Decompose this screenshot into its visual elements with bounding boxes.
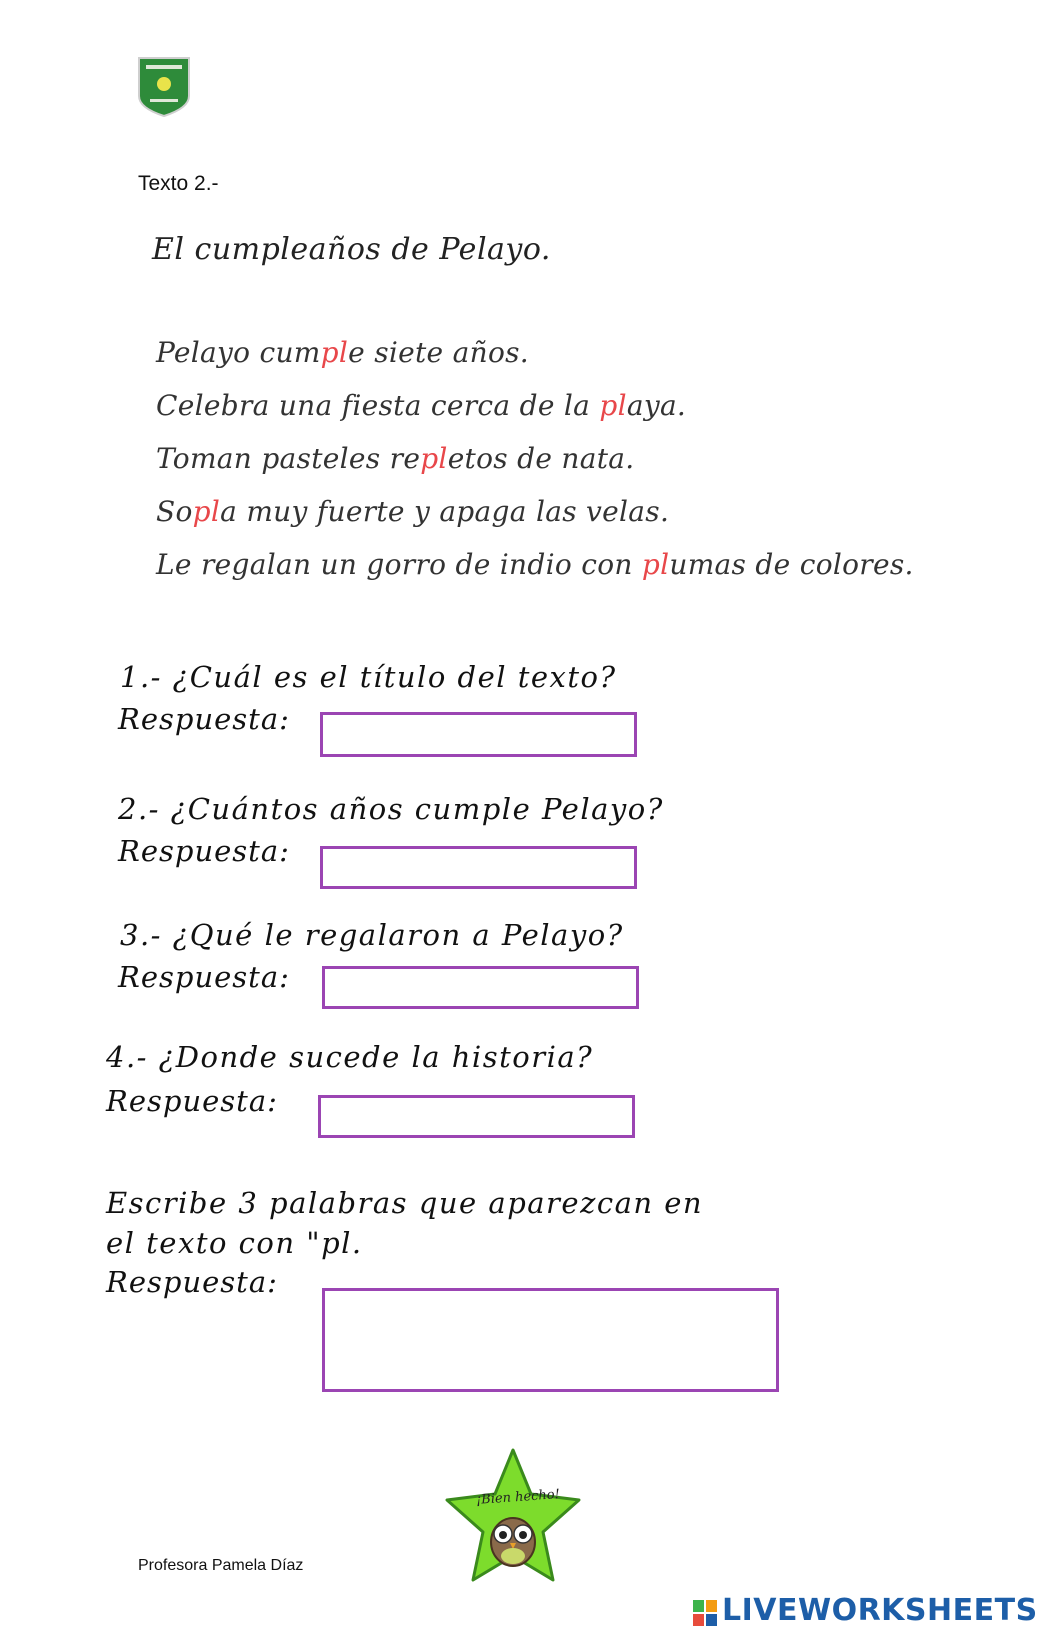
- story-line-1: Pelayo cumple siete años.: [156, 336, 529, 369]
- answer-field-4[interactable]: [318, 1095, 635, 1138]
- answer-field-3[interactable]: [322, 966, 639, 1009]
- question-2: 2.- ¿Cuántos años cumple Pelayo?: [118, 792, 664, 826]
- question-4: 4.- ¿Donde sucede la historia?: [106, 1040, 594, 1074]
- answer-label-4: Respuesta:: [106, 1084, 278, 1118]
- story-line-5: Le regalan un gorro de indio con plumas de colores.: [156, 548, 914, 581]
- teacher-name: Profesora Pamela Díaz: [138, 1557, 304, 1574]
- answer-label-5: Respuesta:: [106, 1265, 278, 1299]
- school-logo-icon: [136, 56, 192, 118]
- question-3: 3.- ¿Qué le regalaron a Pelayo?: [120, 918, 624, 952]
- story-title: El cumpleaños de Pelayo.: [152, 232, 551, 267]
- brand-name[interactable]: LIVEWORKSHEETS: [722, 1593, 1038, 1628]
- answer-field-1[interactable]: [320, 712, 637, 757]
- story-line-2: Celebra una fiesta cerca de la playa.: [156, 389, 687, 422]
- answer-label-2: Respuesta:: [118, 834, 290, 868]
- answer-label-1: Respuesta:: [118, 702, 290, 736]
- liveworksheets-logo-icon: [693, 1600, 717, 1626]
- star-owl-sticker-icon: [443, 1446, 583, 1586]
- story-body: [156, 326, 914, 591]
- text-number-label: Texto 2.-: [138, 172, 219, 195]
- story-line-3: Toman pasteles repletos de nata.: [156, 442, 635, 475]
- question-1: 1.- ¿Cuál es el título del texto?: [120, 660, 617, 694]
- story-line-4: Sopla muy fuerte y apaga las velas.: [156, 495, 670, 528]
- task5-line-2: el texto con "pl.: [106, 1226, 363, 1260]
- sticker-text: ¡Bien hecho!: [475, 1487, 561, 1508]
- task5-line-1: Escribe 3 palabras que aparezcan en: [106, 1186, 704, 1220]
- answer-label-3: Respuesta:: [118, 960, 290, 994]
- answer-field-2[interactable]: [320, 846, 637, 889]
- answer-field-5[interactable]: [322, 1288, 779, 1392]
